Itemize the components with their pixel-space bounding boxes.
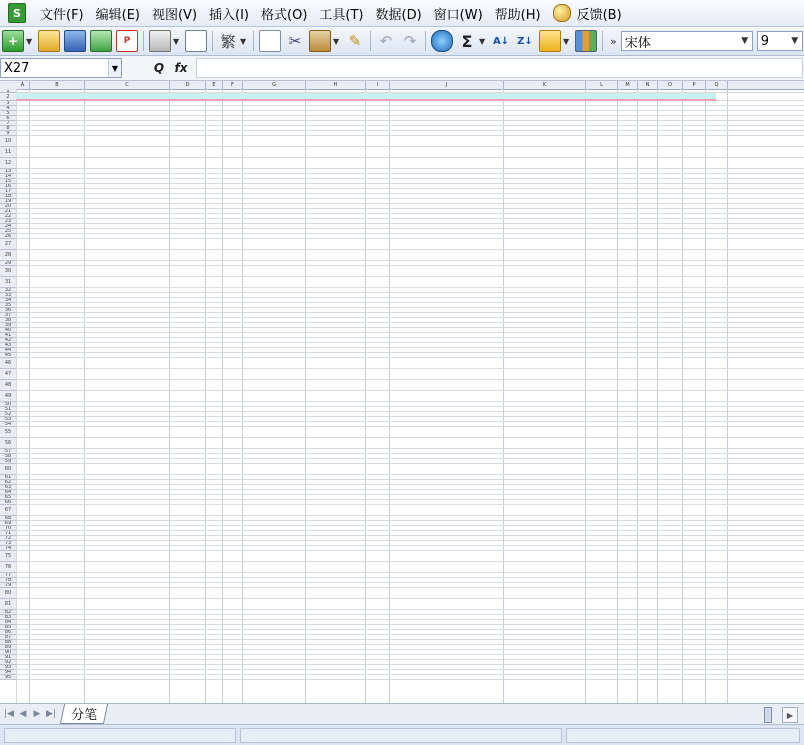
grid-column-line [682, 89, 683, 703]
grid-column-line [84, 89, 85, 703]
row-header[interactable]: 35 [0, 303, 16, 308]
grid-row-line [16, 587, 804, 588]
grid-row-line [16, 504, 804, 505]
row-header[interactable]: 13 [0, 169, 16, 174]
row-header[interactable]: 68 [0, 516, 16, 521]
sort-descending-icon[interactable]: Z↓ [517, 35, 533, 47]
row-header[interactable]: 57 [0, 449, 16, 454]
row-header[interactable]: 33 [0, 293, 16, 298]
name-box[interactable] [0, 58, 122, 78]
table-header-underline [16, 99, 716, 101]
row-header[interactable]: 61 [0, 475, 16, 480]
row-header[interactable]: 76 [0, 562, 16, 573]
formula-input[interactable] [196, 58, 803, 78]
grid-row-line [16, 669, 804, 670]
last-sheet-icon[interactable]: ▶| [46, 709, 56, 719]
column-header-j[interactable]: J [390, 81, 504, 89]
grid-row-line [16, 494, 804, 495]
row-header[interactable]: 25 [0, 229, 16, 234]
row-header[interactable]: 32 [0, 288, 16, 293]
row-header[interactable]: 16 [0, 184, 16, 189]
grid-row-line [16, 437, 804, 438]
grid-row-line [16, 233, 804, 234]
grid-row-line [16, 327, 804, 328]
column-header-o[interactable]: O [658, 81, 683, 89]
grid-row-line [16, 183, 804, 184]
feedback-icon [553, 4, 571, 22]
sort-ascending-icon[interactable]: A↓ [492, 35, 510, 47]
row-header[interactable]: 59 [0, 459, 16, 464]
column-header-a[interactable]: A [16, 81, 30, 89]
grid-row-line [16, 582, 804, 583]
row-header[interactable]: 72 [0, 536, 16, 541]
grid-row-line [16, 674, 804, 675]
grid-row-line [16, 168, 804, 169]
grid-row-line [16, 238, 804, 239]
row-header[interactable]: 37 [0, 313, 16, 318]
row-header[interactable]: 52 [0, 412, 16, 417]
row-header[interactable]: 1 [0, 89, 16, 93]
grid-row-line [16, 629, 804, 630]
grid-row-line [16, 515, 804, 516]
name-box-chevron-down-icon[interactable]: ▼ [108, 59, 121, 77]
grid-row-line [16, 644, 804, 645]
hyperlink-icon[interactable] [431, 30, 453, 52]
toolbar-separator [370, 31, 371, 51]
format-painter-icon[interactable]: ✎ [348, 32, 362, 50]
row-header[interactable]: 51 [0, 407, 16, 412]
autofilter-icon[interactable] [539, 30, 561, 52]
row-headers [0, 89, 17, 680]
copy-icon[interactable] [259, 30, 281, 52]
row-header[interactable]: 27 [0, 239, 16, 250]
grid-row-line [16, 614, 804, 615]
grid-column-line [205, 89, 206, 703]
grid-row-line [16, 484, 804, 485]
grid-row-line [16, 218, 804, 219]
grid-row-line [16, 520, 804, 521]
row-header[interactable]: 62 [0, 480, 16, 485]
row-header[interactable]: 41 [0, 333, 16, 338]
toolbar-separator [425, 31, 426, 51]
grid-row-line [16, 411, 804, 412]
grid-row-line [16, 634, 804, 635]
autosum-icon[interactable]: Σ [461, 31, 473, 51]
standard-toolbar [0, 27, 804, 56]
grid-column-line [657, 89, 658, 703]
grid-row-line [16, 499, 804, 500]
grid-column-line [585, 89, 586, 703]
new-document-icon[interactable]: + [2, 30, 24, 52]
row-header[interactable]: 8 [0, 126, 16, 131]
grid-row-line [16, 619, 804, 620]
paste-icon[interactable] [309, 30, 331, 52]
grid-row-line [16, 178, 804, 179]
grid-row-line [16, 659, 804, 660]
grid-row-line [16, 110, 804, 111]
row-header[interactable]: 11 [0, 147, 16, 158]
grid-row-line [16, 352, 804, 353]
app-logo-icon: S [8, 3, 26, 23]
find-icon[interactable]: Q [153, 61, 165, 75]
column-header-k[interactable]: K [504, 81, 586, 89]
grid-column-line [365, 89, 366, 703]
grid-row-line [16, 609, 804, 610]
row-header[interactable]: 92 [0, 660, 16, 665]
formula-bar [0, 56, 804, 81]
row-header[interactable]: 56 [0, 438, 16, 449]
grid-row-line [16, 203, 804, 204]
grid-row-line [16, 302, 804, 303]
grid-row-line [16, 540, 804, 541]
menu-data[interactable]: 数据(D) [375, 7, 422, 23]
row-header[interactable]: 66 [0, 500, 16, 505]
grid-row-line [16, 332, 804, 333]
font-name-value: 宋体 [624, 35, 651, 51]
grid-row-line [16, 535, 804, 536]
row-header[interactable]: 94 [0, 670, 16, 675]
insert-function-icon[interactable]: fx [174, 61, 188, 75]
row-header[interactable]: 18 [0, 194, 16, 199]
menu-format[interactable]: 格式(O) [261, 7, 308, 23]
grid-row-line [16, 297, 804, 298]
row-header[interactable]: 81 [0, 599, 16, 610]
worksheet[interactable] [0, 81, 804, 703]
row-header[interactable]: 70 [0, 526, 16, 531]
row-header[interactable]: 86 [0, 630, 16, 635]
row-header[interactable]: 95 [0, 675, 16, 680]
grid-column-line [389, 89, 390, 703]
row-header[interactable]: 34 [0, 298, 16, 303]
menu-insert[interactable]: 插入(I) [209, 7, 250, 23]
status-panel [566, 728, 800, 743]
row-header[interactable]: 58 [0, 454, 16, 459]
row-header[interactable]: 74 [0, 546, 16, 551]
undo-icon[interactable]: ↶ [379, 32, 393, 50]
row-header[interactable]: 9 [0, 131, 16, 136]
row-header[interactable]: 19 [0, 199, 16, 204]
row-header[interactable]: 49 [0, 391, 16, 402]
sheet-tab-bar [0, 703, 804, 724]
toolbar-separator [143, 31, 144, 51]
grid-row-line [16, 379, 804, 380]
grid-row-line [16, 135, 804, 136]
grid-column-line [305, 89, 306, 703]
row-header[interactable]: 75 [0, 551, 16, 562]
grid-row-line [16, 130, 804, 131]
grid-row-line [16, 249, 804, 250]
grid-row-line [16, 426, 804, 427]
grid-row-line [16, 448, 804, 449]
grid-column-line [29, 89, 30, 703]
row-header[interactable]: 7 [0, 121, 16, 126]
menu-tools[interactable]: 工具(T) [319, 7, 364, 23]
font-name-select[interactable] [621, 31, 753, 51]
grid-row-line [16, 228, 804, 229]
row-header[interactable]: 14 [0, 174, 16, 179]
row-header[interactable]: 71 [0, 531, 16, 536]
redo-icon[interactable]: ↷ [403, 32, 417, 50]
grid-row-line [16, 639, 804, 640]
grid-row-line [16, 213, 804, 214]
row-header[interactable]: 45 [0, 353, 16, 358]
grid-row-line [16, 368, 804, 369]
row-header[interactable]: 22 [0, 214, 16, 219]
row-header[interactable]: 48 [0, 380, 16, 391]
row-header[interactable]: 80 [0, 588, 16, 599]
grid-row-line [16, 105, 804, 106]
row-header[interactable]: 55 [0, 427, 16, 438]
sheet-tab-label: 分笔 [71, 708, 98, 723]
menu-view[interactable]: 视图(V) [151, 7, 198, 23]
grid-row-line [16, 649, 804, 650]
row-header[interactable]: 83 [0, 615, 16, 620]
row-header[interactable]: 54 [0, 422, 16, 427]
first-sheet-icon[interactable]: |◀ [4, 709, 14, 719]
grid-row-line [16, 307, 804, 308]
cell-reference: X27 [4, 60, 30, 76]
grid-row-line [16, 342, 804, 343]
grid-row-line [16, 317, 804, 318]
paste-dropdown-chevron-icon[interactable]: ▼ [333, 36, 340, 46]
grid-row-line [16, 125, 804, 126]
grid-row-line [16, 260, 804, 261]
row-header[interactable]: 23 [0, 219, 16, 224]
chart-icon[interactable] [575, 30, 597, 52]
menu-help[interactable]: 帮助(H) [494, 7, 541, 23]
status-bar [0, 724, 804, 745]
column-header-f[interactable]: F [223, 81, 243, 89]
horizontal-scrollbar-thumb[interactable] [764, 707, 772, 723]
row-header[interactable]: 63 [0, 485, 16, 490]
column-header-i[interactable]: I [366, 81, 390, 89]
row-header[interactable]: 64 [0, 490, 16, 495]
traditional-chinese-button[interactable]: 繁 [220, 32, 236, 51]
grid-row-line [16, 416, 804, 417]
row-header[interactable]: 90 [0, 650, 16, 655]
grid-row-line [16, 265, 804, 266]
grid-row-line [16, 577, 804, 578]
grid-row-line [16, 193, 804, 194]
grid-column-line [637, 89, 638, 703]
row-header[interactable]: 93 [0, 665, 16, 670]
grid-row-line [16, 463, 804, 464]
grid-row-line [16, 347, 804, 348]
grid-row-line [16, 208, 804, 209]
row-header[interactable]: 85 [0, 625, 16, 630]
row-header[interactable]: 6 [0, 116, 16, 121]
grid-column-line [617, 89, 618, 703]
column-header-h[interactable]: H [306, 81, 366, 89]
menu-window[interactable]: 窗口(W) [433, 7, 483, 23]
toolbar-separator [212, 31, 213, 51]
cut-icon[interactable]: ✂ [288, 32, 302, 50]
column-header-l[interactable]: L [586, 81, 618, 89]
row-header[interactable]: 53 [0, 417, 16, 422]
row-header[interactable]: 46 [0, 358, 16, 369]
row-header[interactable]: 84 [0, 620, 16, 625]
filter-dropdown-chevron-icon[interactable]: ▼ [563, 36, 570, 46]
grid-row-line [16, 287, 804, 288]
grid-row-line [16, 572, 804, 573]
row-header[interactable]: 36 [0, 308, 16, 313]
grid-row-line [16, 198, 804, 199]
row-header[interactable]: 67 [0, 505, 16, 516]
prev-sheet-icon[interactable]: ◀ [19, 709, 27, 719]
grid-row-line [16, 474, 804, 475]
row-header[interactable]: 89 [0, 645, 16, 650]
row-header[interactable]: 78 [0, 578, 16, 583]
status-panel [4, 728, 236, 743]
row-header[interactable]: 91 [0, 655, 16, 660]
font-size-select[interactable] [757, 31, 803, 51]
row-header[interactable]: 87 [0, 635, 16, 640]
row-header[interactable]: 82 [0, 610, 16, 615]
grid-row-line [16, 120, 804, 121]
grid-row-line [16, 401, 804, 402]
row-header[interactable]: 77 [0, 573, 16, 578]
menu-feedback[interactable]: 反馈(B) [576, 7, 622, 23]
row-header[interactable]: 3 [0, 101, 16, 106]
grid-row-line [16, 357, 804, 358]
grid-row-line [16, 276, 804, 277]
grid-row-line [16, 188, 804, 189]
row-header[interactable]: 10 [0, 136, 16, 147]
grid-row-line [16, 157, 804, 158]
row-header[interactable]: 42 [0, 338, 16, 343]
grid-row-line [16, 390, 804, 391]
column-header-g[interactable]: G [243, 81, 306, 89]
row-header[interactable]: 17 [0, 189, 16, 194]
menu-edit[interactable]: 编辑(E) [95, 7, 140, 23]
row-header[interactable]: 40 [0, 328, 16, 333]
row-header[interactable]: 73 [0, 541, 16, 546]
column-header-m[interactable]: M [618, 81, 638, 89]
grid-column-line [705, 89, 706, 703]
grid-row-line [16, 292, 804, 293]
row-header[interactable]: 50 [0, 402, 16, 407]
grid-row-line [16, 115, 804, 116]
print-dropdown-chevron-icon[interactable]: ▼ [173, 36, 180, 46]
grid-column-line [169, 89, 170, 703]
save-icon[interactable] [64, 30, 86, 52]
grid-row-line [16, 406, 804, 407]
grid-row-line [16, 312, 804, 313]
row-header[interactable]: 15 [0, 179, 16, 184]
grid-row-line [16, 489, 804, 490]
row-header[interactable]: 47 [0, 369, 16, 380]
next-sheet-icon[interactable]: ▶ [33, 709, 41, 719]
row-header[interactable]: 88 [0, 640, 16, 645]
grid-row-line [16, 173, 804, 174]
traditional-dropdown-chevron-icon[interactable]: ▼ [240, 36, 247, 46]
grid-row-line [16, 479, 804, 480]
grid-row-line [16, 146, 804, 147]
row-header[interactable]: 39 [0, 323, 16, 328]
column-header-e[interactable]: E [206, 81, 223, 89]
autosum-dropdown-chevron-icon[interactable]: ▼ [479, 36, 486, 46]
sheet-tab-active[interactable] [60, 704, 108, 724]
font-size-chevron-down-icon[interactable]: ▼ [791, 36, 799, 46]
open-folder-icon[interactable] [38, 30, 60, 52]
row-header[interactable]: 65 [0, 495, 16, 500]
status-panel [240, 728, 562, 743]
grid-column-line [242, 89, 243, 703]
row-header[interactable]: 38 [0, 318, 16, 323]
row-header[interactable]: 21 [0, 209, 16, 214]
grid-row-line [16, 525, 804, 526]
send-mail-icon[interactable] [90, 30, 112, 52]
column-header-c[interactable]: C [85, 81, 170, 89]
toolbar-separator [253, 31, 254, 51]
grid-row-line [16, 561, 804, 562]
row-header[interactable]: 5 [0, 111, 16, 116]
row-header[interactable]: 4 [0, 106, 16, 111]
grid-row-line [16, 453, 804, 454]
row-header[interactable]: 29 [0, 261, 16, 266]
scroll-right-icon[interactable]: ▶ [782, 707, 798, 723]
row-header[interactable]: 2 [0, 93, 16, 101]
row-header[interactable]: 12 [0, 158, 16, 169]
print-preview-icon[interactable] [185, 30, 207, 52]
column-header-d[interactable]: D [170, 81, 206, 89]
grid-row-line [16, 337, 804, 338]
row-header[interactable]: 20 [0, 204, 16, 209]
row-header[interactable]: 28 [0, 250, 16, 261]
new-dropdown-chevron-icon[interactable]: ▼ [26, 36, 33, 46]
menu-file[interactable]: 文件(F) [40, 7, 84, 23]
export-pdf-icon[interactable]: P [116, 30, 138, 52]
grid-column-line [222, 89, 223, 703]
row-header[interactable]: 60 [0, 464, 16, 475]
grid-row-line [16, 654, 804, 655]
grid-row-line [16, 530, 804, 531]
grid-row-line [16, 664, 804, 665]
print-icon[interactable] [149, 30, 171, 52]
toolbar-separator [602, 31, 603, 51]
grid-column-line [503, 89, 504, 703]
grid-row-line [16, 624, 804, 625]
row-header[interactable]: 30 [0, 266, 16, 277]
row-header[interactable]: 69 [0, 521, 16, 526]
menu-bar [0, 0, 804, 27]
grid-row-line [16, 598, 804, 599]
grid-row-line [16, 545, 804, 546]
grid-row-line [16, 679, 804, 680]
column-header-n[interactable]: N [638, 81, 658, 89]
row-header[interactable]: 26 [0, 234, 16, 239]
grid-row-line [16, 458, 804, 459]
row-header[interactable]: 24 [0, 224, 16, 229]
row-header[interactable]: 43 [0, 343, 16, 348]
row-header[interactable]: 79 [0, 583, 16, 588]
row-header[interactable]: 44 [0, 348, 16, 353]
grid-row-line [16, 223, 804, 224]
grid-row-line [16, 322, 804, 323]
grid-row-line [16, 421, 804, 422]
grid-column-line [727, 89, 728, 703]
row-header[interactable]: 31 [0, 277, 16, 288]
column-header-b[interactable]: B [30, 81, 85, 89]
grid-row-line [16, 550, 804, 551]
column-header-q[interactable]: Q [706, 81, 728, 89]
toolbar-overflow-icon[interactable]: » [610, 34, 617, 48]
font-name-chevron-down-icon[interactable]: ▼ [741, 36, 749, 46]
column-header-p[interactable]: P [683, 81, 706, 89]
font-size-value: 9 [760, 33, 770, 49]
cell-grid[interactable] [16, 89, 804, 703]
